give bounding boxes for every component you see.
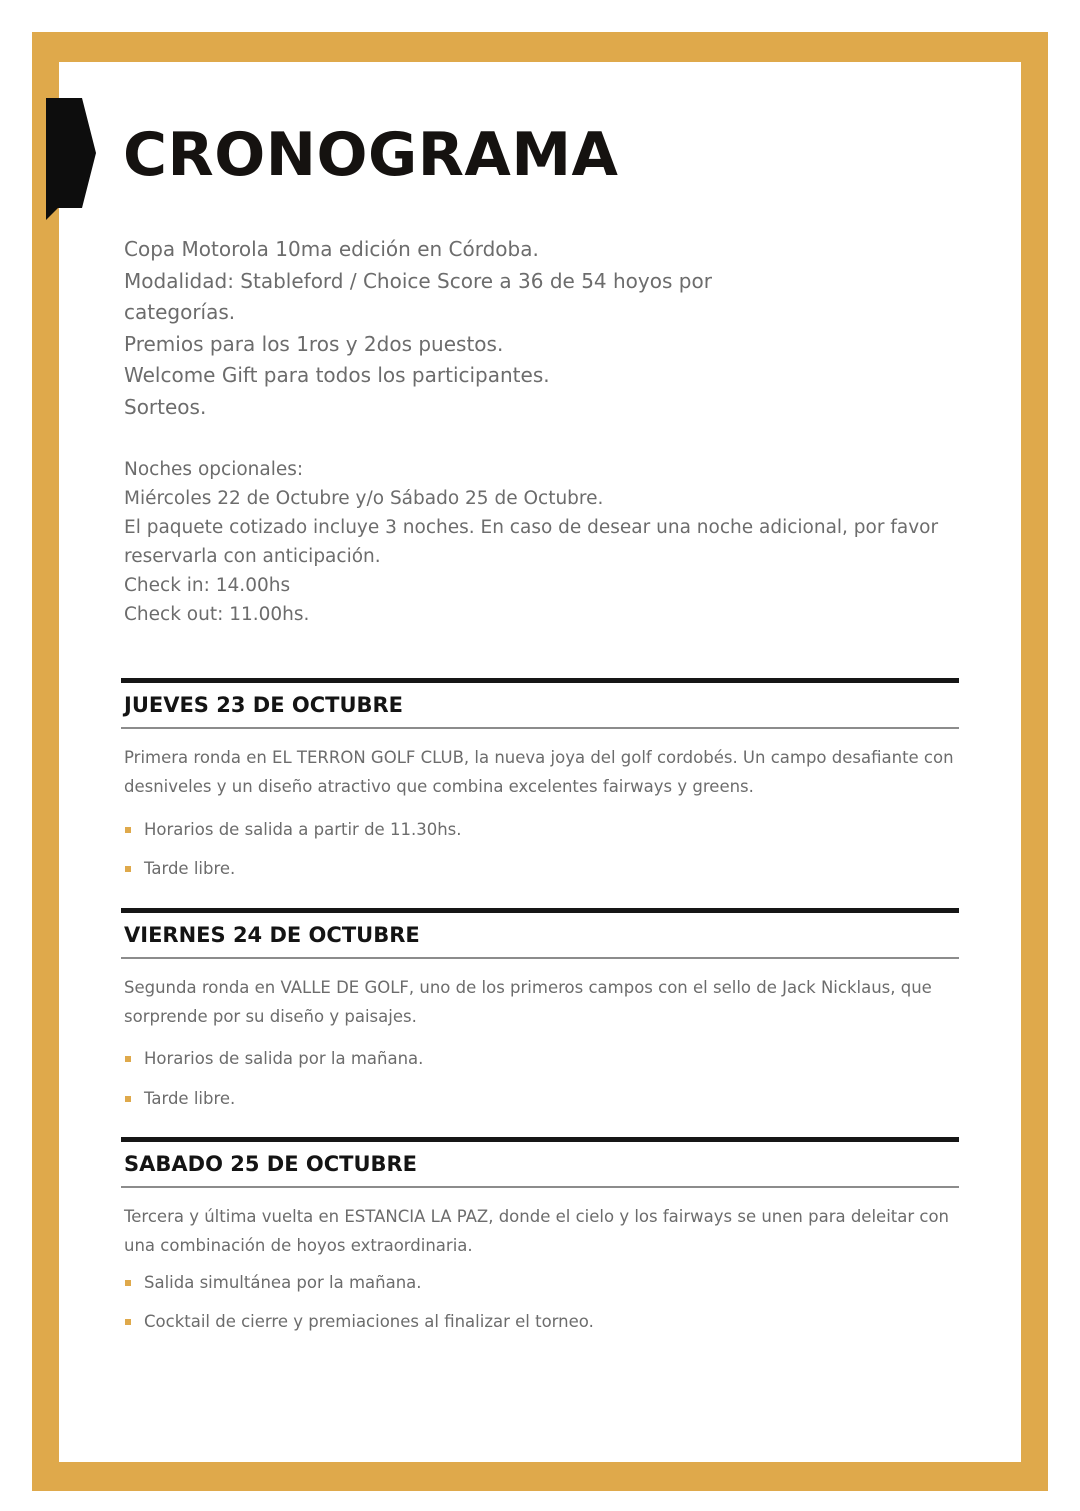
notes-line: Noches opcionales: <box>124 459 304 480</box>
notes-line: reservarla con anticipación. <box>124 546 381 567</box>
day-section-friday <box>121 908 959 1108</box>
notes-line: Check out: 11.00hs. <box>124 604 310 625</box>
list-item: Salida simultánea por la mañana. <box>124 1271 422 1295</box>
list-item: Horarios de salida por la mañana. <box>124 1047 423 1071</box>
intro-line: categorías. <box>124 300 236 324</box>
intro-block <box>124 234 884 423</box>
intro-line: Modalidad: Stableford / Choice Score a 36 de 54 hoyos por <box>124 268 712 293</box>
day-heading: SABADO 25 DE OCTUBRE <box>121 1142 959 1188</box>
day-heading: VIERNES 24 DE OCTUBRE <box>121 913 959 959</box>
notes-line: Check in: 14.00hs <box>124 575 291 596</box>
day-section-thursday <box>121 678 959 878</box>
bullet-icon <box>125 1056 131 1062</box>
bullet-icon <box>125 1280 131 1286</box>
intro-line: Sorteos. <box>124 394 207 419</box>
intro-line: Copa Motorola 10ma edición en Córdoba. <box>124 237 539 261</box>
day-description: Segunda ronda en VALLE DE GOLF, uno de los primeros campos con el sello de Jack Nicklaus, que sorprende por su diseño y paisajes. <box>124 978 932 1026</box>
notes-line: El paquete cotizado incluye 3 noches. En caso de desear una noche adicional, por favor <box>124 517 939 538</box>
notes-line: Miércoles 22 de Octubre y/o Sábado 25 de Octubre. <box>124 488 604 509</box>
bullet-icon <box>125 1319 131 1325</box>
day-section-saturday <box>121 1137 959 1331</box>
bullet-icon <box>125 1096 131 1102</box>
title-tab-marker <box>46 98 96 220</box>
list-item: Tarde libre. <box>124 857 235 881</box>
bullet-icon <box>125 827 131 833</box>
notes-block <box>124 455 944 629</box>
page-title: CRONOGRAMA <box>123 120 619 190</box>
intro-line: Welcome Gift para todos los participantes. <box>124 363 550 387</box>
day-description: Primera ronda en EL TERRON GOLF CLUB, la nueva joya del golf cordobés. Un campo desafiante con desniveles y un diseño atractivo que combina excelentes fairways y greens. <box>124 748 954 796</box>
list-item: Cocktail de cierre y premiaciones al finalizar el torneo. <box>124 1310 594 1334</box>
list-item: Tarde libre. <box>124 1087 235 1111</box>
day-description: Tercera y última vuelta en ESTANCIA LA PAZ, donde el cielo y los fairways se unen para deleitar con una combinación de hoyos extraordinaria. <box>124 1207 950 1255</box>
list-item: Horarios de salida a partir de 11.30hs. <box>124 818 462 842</box>
day-heading: JUEVES 23 DE OCTUBRE <box>121 683 959 729</box>
bullet-icon <box>125 866 131 872</box>
intro-line: Premios para los 1ros y 2dos puestos. <box>124 331 504 356</box>
